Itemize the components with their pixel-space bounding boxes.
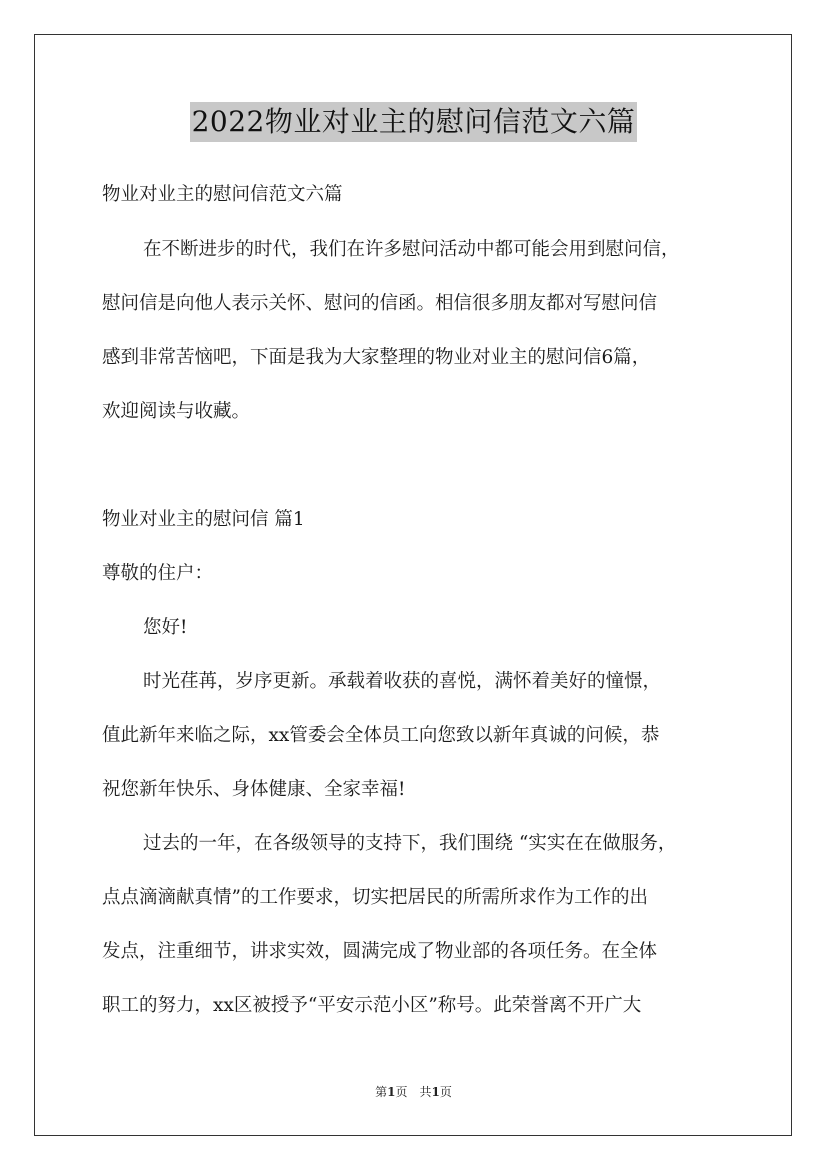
footer-page-prefix: 第 xyxy=(375,1085,388,1099)
paragraph-line: 发点，注重细节，讲求实效，圆满完成了物业部的各项任务。在全体 xyxy=(102,941,658,962)
section-heading: 物业对业主的慰问信 篇1 xyxy=(102,509,305,530)
paragraph-line: 欢迎阅读与收藏。 xyxy=(102,401,251,422)
paragraph-line: 祝您新年快乐、身体健康、全家幸福! xyxy=(102,779,406,800)
paragraph-line: 职工的努力，xx区被授予“平安示范小区”称号。此荣誉离不开广大 xyxy=(102,995,642,1016)
paragraph-line: 感到非常苦恼吧，下面是我为大家整理的物业对业主的慰问信6篇， xyxy=(102,347,651,368)
greeting: 您好! xyxy=(143,617,188,638)
title-container xyxy=(0,102,827,142)
page-footer xyxy=(0,1083,827,1100)
document-title: 2022物业对业主的慰问信范文六篇 xyxy=(190,102,638,142)
footer-page-suffix: 页 共 xyxy=(395,1085,432,1099)
footer-total-suffix: 页 xyxy=(439,1085,452,1099)
paragraph-line: 时光荏苒，岁序更新。承载着收获的喜悦，满怀着美好的憧憬， xyxy=(143,671,662,692)
footer-total-pages: 1 xyxy=(431,1085,440,1099)
paragraph-line: 慰问信是向他人表示关怀、慰问的信函。相信很多朋友都对写慰问信 xyxy=(102,293,658,314)
salutation: 尊敬的住户： xyxy=(102,563,214,584)
paragraph-line: 值此新年来临之际，xx管委会全体员工向您致以新年真诚的问候，恭 xyxy=(102,725,660,746)
paragraph-line: 过去的一年，在各级领导的支持下，我们围绕 “实实在在做服务， xyxy=(143,833,677,854)
paragraph-line: 点点滴滴献真情”的工作要求，切实把居民的所需所求作为工作的出 xyxy=(102,887,648,908)
footer-page-number: 1 xyxy=(387,1085,396,1099)
subtitle-line: 物业对业主的慰问信范文六篇 xyxy=(102,184,343,205)
paragraph-line: 在不断进步的时代，我们在许多慰问活动中都可能会用到慰问信， xyxy=(143,239,680,260)
